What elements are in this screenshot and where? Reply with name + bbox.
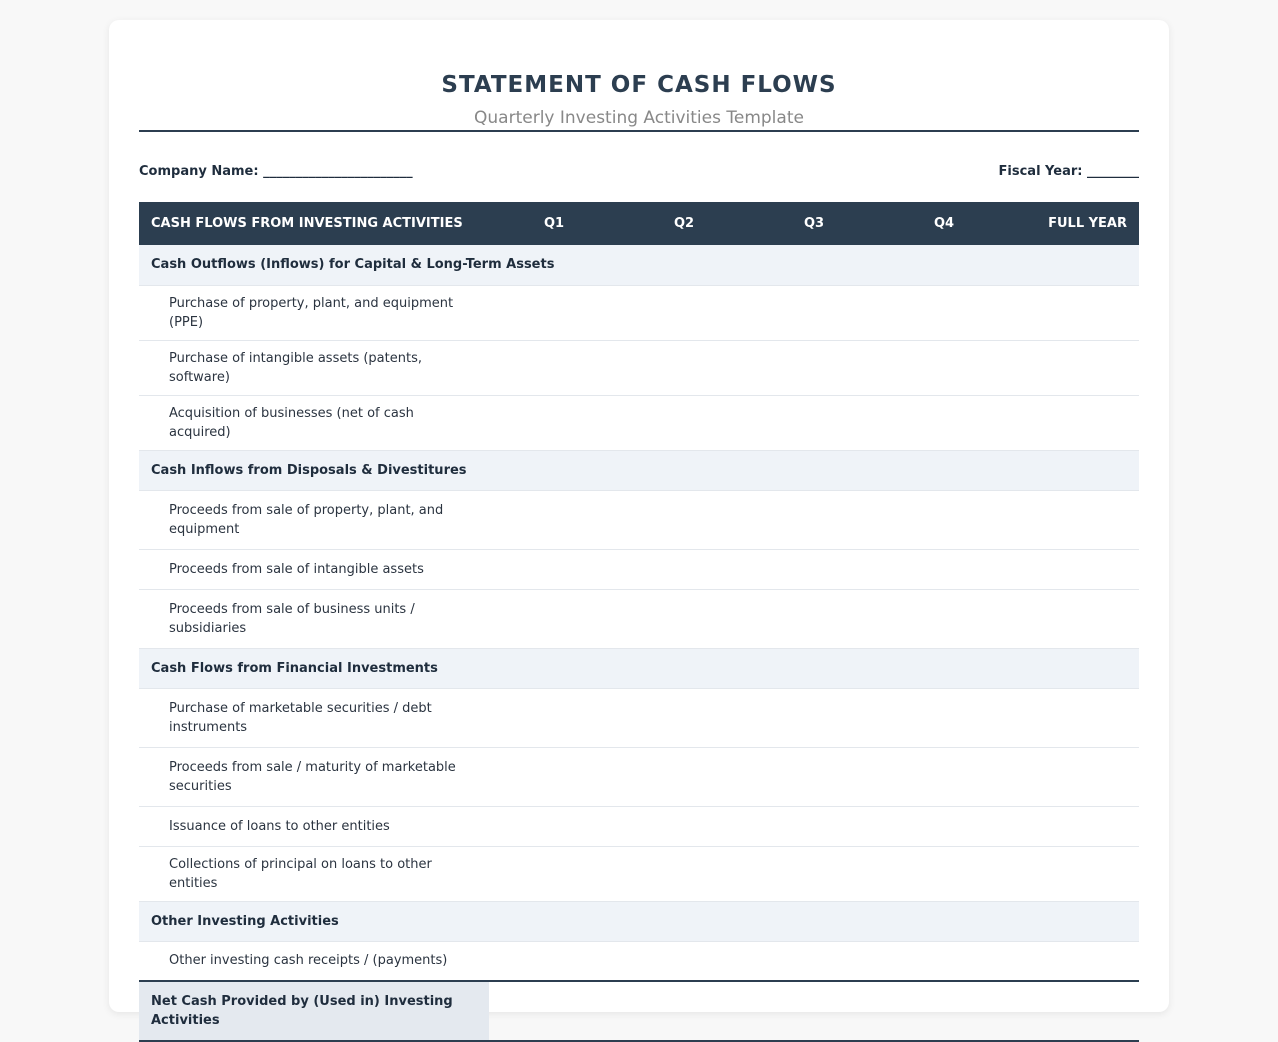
table-row: [139, 490, 1139, 549]
cell-full-year[interactable]: [1009, 846, 1139, 901]
cell-q3[interactable]: [749, 941, 879, 981]
column-header-q2: Q2: [619, 202, 749, 245]
cell-full-year[interactable]: [1009, 688, 1139, 747]
total-q3[interactable]: [749, 981, 879, 1041]
cell-q3[interactable]: [749, 688, 879, 747]
cell-q1[interactable]: [489, 490, 619, 549]
table-row: [139, 340, 1139, 395]
cell-q1[interactable]: [489, 846, 619, 901]
line-item-label: Proceeds from sale / maturity of marketable securities: [139, 747, 489, 806]
table-row: [139, 589, 1139, 648]
table-row: [139, 747, 1139, 806]
section-row: [139, 648, 1139, 688]
section-title: Cash Outflows (Inflows) for Capital & Long-Term Assets: [139, 245, 1139, 285]
total-q1[interactable]: [489, 981, 619, 1041]
line-item-label: Purchase of marketable securities / debt instruments: [139, 688, 489, 747]
cell-q2[interactable]: [619, 589, 749, 648]
section-row: [139, 450, 1139, 490]
line-item-label: Acquisition of businesses (net of cash acquired): [139, 395, 489, 450]
total-q2[interactable]: [619, 981, 749, 1041]
cell-q3[interactable]: [749, 285, 879, 340]
cell-q1[interactable]: [489, 549, 619, 589]
statement-card: [109, 20, 1169, 1028]
company-name-field: Company Name: _______________________: [139, 164, 413, 179]
cell-q2[interactable]: [619, 806, 749, 846]
section-title: Other Investing Activities: [139, 901, 1139, 941]
cell-q2[interactable]: [619, 747, 749, 806]
cell-q2[interactable]: [619, 395, 749, 450]
cell-q4[interactable]: [879, 589, 1009, 648]
cell-full-year[interactable]: [1009, 285, 1139, 340]
line-item-label: Proceeds from sale of business units / subsidiaries: [139, 589, 489, 648]
cell-q4[interactable]: [879, 688, 1009, 747]
cell-q3[interactable]: [749, 806, 879, 846]
cell-q4[interactable]: [879, 941, 1009, 981]
cell-q4[interactable]: [879, 806, 1009, 846]
cell-q3[interactable]: [749, 395, 879, 450]
investing-activities-table: [139, 202, 1139, 1042]
cell-q2[interactable]: [619, 941, 749, 981]
fiscal-year-field: Fiscal Year: ________: [998, 164, 1139, 179]
cell-q4[interactable]: [879, 340, 1009, 395]
title-divider: [139, 130, 1139, 132]
section-row: [139, 245, 1139, 285]
cell-q3[interactable]: [749, 490, 879, 549]
cell-q1[interactable]: [489, 340, 619, 395]
cell-full-year[interactable]: [1009, 941, 1139, 981]
line-item-label: Purchase of property, plant, and equipment (PPE): [139, 285, 489, 340]
cell-q2[interactable]: [619, 490, 749, 549]
cell-q3[interactable]: [749, 589, 879, 648]
line-item-label: Other investing cash receipts / (payments): [139, 941, 489, 981]
line-item-label: Purchase of intangible assets (patents, software): [139, 340, 489, 395]
cell-q2[interactable]: [619, 340, 749, 395]
page-subtitle: Quarterly Investing Activities Template: [474, 108, 804, 128]
table-row: [139, 846, 1139, 901]
cell-full-year[interactable]: [1009, 490, 1139, 549]
cell-q1[interactable]: [489, 806, 619, 846]
cell-q2[interactable]: [619, 846, 749, 901]
page-title: STATEMENT OF CASH FLOWS: [441, 72, 837, 98]
table-row: [139, 688, 1139, 747]
cell-q3[interactable]: [749, 549, 879, 589]
cell-q3[interactable]: [749, 340, 879, 395]
net-cash-total-row: [139, 981, 1139, 1041]
cell-q4[interactable]: [879, 285, 1009, 340]
cell-full-year[interactable]: [1009, 549, 1139, 589]
total-q4[interactable]: [879, 981, 1009, 1041]
cell-full-year[interactable]: [1009, 589, 1139, 648]
column-header-q1: Q1: [489, 202, 619, 245]
cell-q1[interactable]: [489, 747, 619, 806]
table-row: [139, 395, 1139, 450]
line-item-label: Issuance of loans to other entities: [139, 806, 489, 846]
line-item-label: Proceeds from sale of property, plant, and equipment: [139, 490, 489, 549]
cell-q2[interactable]: [619, 285, 749, 340]
cell-q1[interactable]: [489, 285, 619, 340]
cell-q4[interactable]: [879, 490, 1009, 549]
cell-full-year[interactable]: [1009, 340, 1139, 395]
section-title: Cash Inflows from Disposals & Divestitures: [139, 450, 1139, 490]
cell-full-year[interactable]: [1009, 395, 1139, 450]
cell-full-year[interactable]: [1009, 806, 1139, 846]
table-row: [139, 549, 1139, 589]
net-cash-total-label: Net Cash Provided by (Used in) Investing Activities: [139, 981, 489, 1041]
table-row: [139, 285, 1139, 340]
line-item-label: Proceeds from sale of intangible assets: [139, 549, 489, 589]
cell-q4[interactable]: [879, 549, 1009, 589]
total-full-year[interactable]: [1009, 981, 1139, 1041]
cell-q3[interactable]: [749, 846, 879, 901]
section-title: Cash Flows from Financial Investments: [139, 648, 1139, 688]
line-item-label: Collections of principal on loans to other entities: [139, 846, 489, 901]
cell-q1[interactable]: [489, 688, 619, 747]
cell-q4[interactable]: [879, 846, 1009, 901]
cell-q4[interactable]: [879, 395, 1009, 450]
cell-full-year[interactable]: [1009, 747, 1139, 806]
column-header-q4: Q4: [879, 202, 1009, 245]
column-header-q3: Q3: [749, 202, 879, 245]
cell-q4[interactable]: [879, 747, 1009, 806]
cell-q1[interactable]: [489, 395, 619, 450]
section-row: [139, 901, 1139, 941]
cell-q3[interactable]: [749, 747, 879, 806]
cell-q2[interactable]: [619, 688, 749, 747]
column-header-description: CASH FLOWS FROM INVESTING ACTIVITIES: [139, 202, 489, 245]
cell-q2[interactable]: [619, 549, 749, 589]
cell-q1[interactable]: [489, 589, 619, 648]
table-row: [139, 941, 1139, 981]
column-header-full-year: FULL YEAR: [1009, 202, 1139, 245]
cell-q1[interactable]: [489, 941, 619, 981]
table-header-row: [139, 202, 1139, 245]
table-row: [139, 806, 1139, 846]
